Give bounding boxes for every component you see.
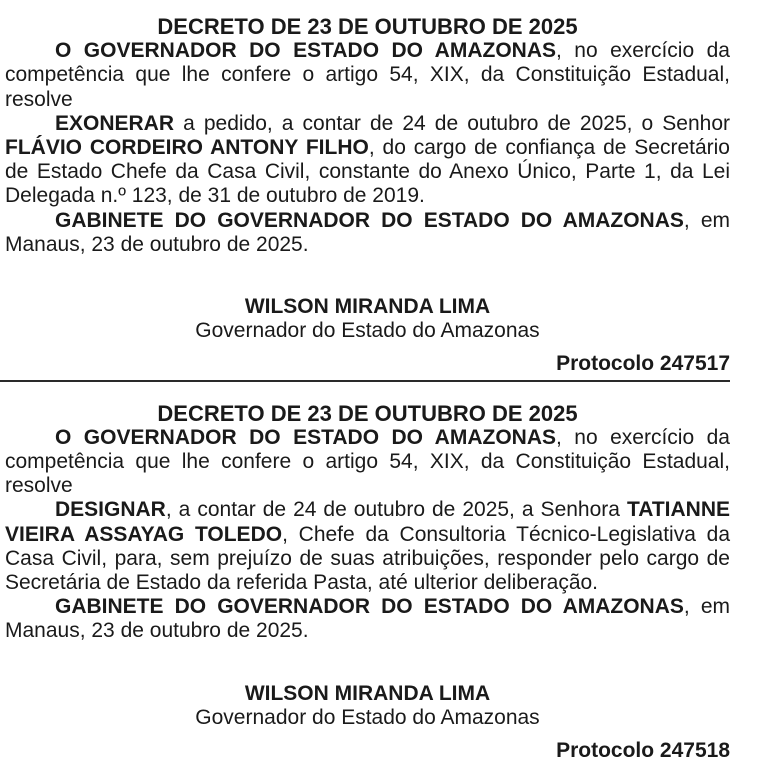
protocol-number: Protocolo 247518	[556, 739, 730, 763]
signature-name: WILSON MIRANDA LIMA	[244, 681, 491, 705]
decree-action-paragraph: DESIGNAR, a contar de 24 de outubro de 2025, a Senhora TATIANNE VIEIRA ASSAYAG TOLEDO, Chefe da Consultoria Técnico-Legislativa da Casa Civil, para, sem prejuízo de suas atribuições, responder pelo cargo de Secretária de Estado da referida Pasta, até ulterior deliberação.	[5, 498, 730, 595]
signature-name: WILSON MIRANDA LIMA	[244, 295, 491, 319]
decree-title: DECRETO DE 23 DE OUTUBRO DE 2025	[157, 400, 578, 426]
decree-preamble-paragraph: O GOVERNADOR DO ESTADO DO AMAZONAS, no exercício da competência que lhe confere o artigo 54, XIX, da Constituição Estadual, resolve	[5, 425, 730, 498]
decree-closing-paragraph: GABINETE DO GOVERNADOR DO ESTADO DO AMAZONAS, em Manaus, 23 de outubro de 2025.	[5, 595, 731, 643]
decree-preamble-paragraph: O GOVERNADOR DO ESTADO DO AMAZONAS, no exercício da competência que lhe confere o artigo 54, XIX, da Constituição Estadual, resolve	[5, 39, 730, 111]
decree-action-paragraph: EXONERAR a pedido, a contar de 24 de outubro de 2025, o Senhor FLÁVIO CORDEIRO ANTONY FILHO, do cargo de confiança de Secretário de Estado Chefe da Casa Civil, constante do Anexo Único, Parte 1, da Lei Delegada n.º 123, de 31 de outubro de 2019.	[5, 111, 730, 208]
decree-title: DECRETO DE 23 DE OUTUBRO DE 2025	[157, 14, 578, 39]
signature-role: Governador do Estado do Amazonas	[195, 319, 540, 343]
protocol-number: Protocolo 247517	[556, 352, 730, 376]
section-divider	[0, 380, 730, 382]
decree-closing-paragraph: GABINETE DO GOVERNADOR DO ESTADO DO AMAZONAS, em Manaus, 23 de outubro de 2025.	[5, 208, 731, 256]
signature-role: Governador do Estado do Amazonas	[195, 705, 540, 729]
decree-2	[5, 402, 730, 763]
decree-1	[5, 15, 730, 377]
